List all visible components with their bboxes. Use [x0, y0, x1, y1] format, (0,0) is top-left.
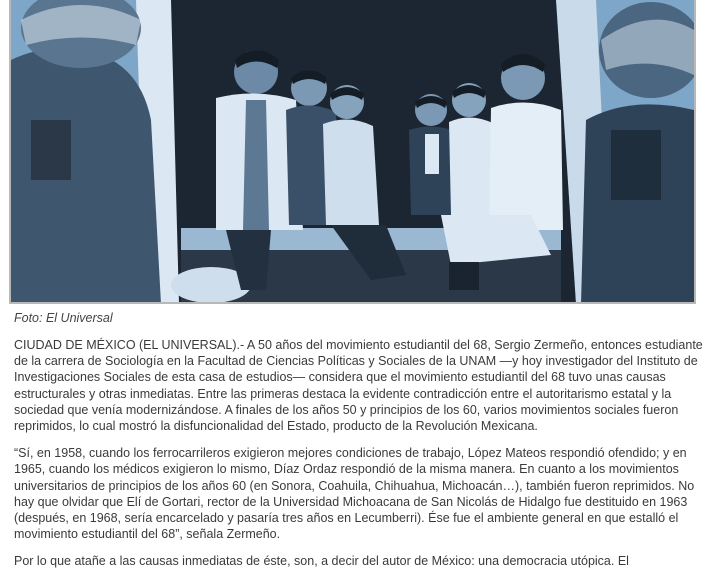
article-body: [14, 337, 704, 581]
article-photo: [9, 0, 696, 304]
photo-illustration: [11, 0, 694, 304]
article-paragraph: Por lo que atañe a las causas inmediatas de éste, son, a decir del autor de México: una democracia utópica. El: [14, 554, 629, 569]
photo-caption: Foto: El Universal: [14, 311, 113, 325]
article-paragraph: “Sí, en 1958, cuando los ferrocarrileros exigieron mejores condiciones de trabajo, López Mateos respondió ofendido; y en 1965, cuando los médicos exigieron lo mismo, Díaz Ordaz respondió de la misma manera. En cuanto a los movimientos universitarios de principios de los años 60 (en Sonora, Coahuila, Chihuahua, Michoacán…), también fueron reprimidos. No hay que olvidar que Elí de Gortari, rector de la Universidad Michoacana de San Nicolás de Hidalgo fue destituido en 1963 (después, en 1968, sería encarcelado y pasaría tres años en Lecumberri). Ése fue el ambiente general en que estalló el movimiento estudiantil del 68”, señala Zermeño.: [14, 446, 695, 542]
article-paragraph: CIUDAD DE MÉXICO (EL UNIVERSAL).- A 50 años del movimiento estudiantil del 68, Sergio Zermeño, entonces estudiante de la carrera de Sociología en la Facultad de Ciencias Políticas y Sociales de la UNAM —y hoy investigador del Instituto de Investigaciones Sociales de esta casa de estudios— considera que el movimiento estudiantil del 68 tuvo unas causas estructurales y otras inmediatas. Entre las primeras destaca la evidente contradicción entre el autoritarismo estatal y la sociedad que venía modernizándose. A finales de los años 50 y principios de los 60, varios movimientos sociales fueron reprimidos, lo cual mostró la disfuncionalidad del Estado, producto de la Revolución Mexicana.: [14, 338, 703, 434]
